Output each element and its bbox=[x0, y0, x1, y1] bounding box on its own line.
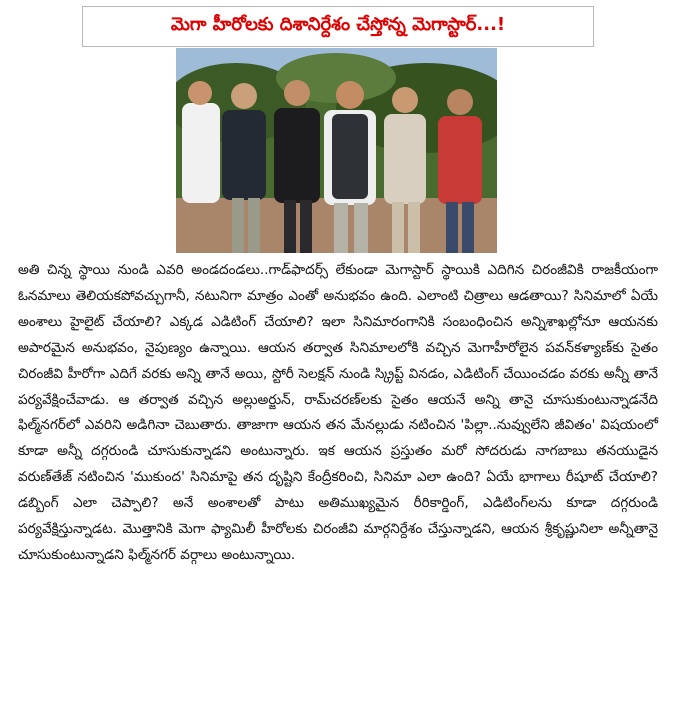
headline: మెగా హీరోలకు దిశానిర్దేశం చేస్తోన్న మెగాస్టార్...! bbox=[170, 14, 506, 35]
article-body: అతి చిన్న స్థాయి నుండి ఎవరి అండదండలు..గాడ్‌ఫాదర్స్ లేకుండా మెగాస్టార్ స్థాయికి ఎదిగిన చిరంజీవికి రాజకీయంగా ఓనమాలు తెలియకపోవచ్చుగానీ, నటునిగా మాత్రం ఎంతో అనుభవం ఉంది. ఎలాంటి చిత్రాలు ఆడతాయి? సినిమాలో ఏయే అంశాలు హైలైట్ చేయాలి? ఎక్కడ ఎడిటింగ్ చేయాలి? ఇలా సినిమారంగానికి సంబంధించిన అన్నిశాఖల్లోనూ ఆయనకు అపారమైన అనుభవం, నైపుణ్యం ఉన్నాయి. ఆయన తర్వాత సినిమాలలోకి వచ్చిన మెగాహీరోలైన పవన్‌కళ్యాణ్‌కు సైతం చిరంజీవి హీరోగా ఎదిగే వరకు అన్ని తానే అయి, స్టోరీ సెలక్షన్ నుండి స్క్రిప్ట్ వినడం, ఎడిటింగ్ చేయించడం వరకు అన్నీ తానే పర్యవేక్షించేవాడు. ఆ తర్వాత వచ్చిన అల్లుఅర్జున్, రామ్‌చరణ్‌లకు సైతం ఆయనే అన్ని తానై చూసుకుంటున్నాడనేది ఫిల్మ్‌నగర్‌లో ఎవరిని అడిగినా చెబుతారు. తాజాగా ఆయన తన మేనల్లుడు నటించిన 'పిల్లా..నువ్వులేని జీవితం' విషయంలో కూడా అన్నీ దగ్గరుండి చూసుకున్నాడని అంటున్నారు. ఇక ఆయన ప్రస్తుతం మరో సోదరుడు నాగబాబు తనయుడైన వరుణ్‌తేజ్ నటించిన 'ముకుంద' సినిమాపై తన దృష్టిని కేంద్రీకరించి, సినిమా ఎలా ఉంది? ఏయే భాగాలు రీషూట్ చేయాలి? డబ్బింగ్ ఎలా చెప్పాలి? అనే అంశాలతో పాటు అతిముఖ్యమైన రీరికార్డింగ్, ఎడిటింగ్‌లను కూడా దగ్గరుండి పర్యవేక్షిస్తున్నాడట. మొత్తానికి మెగా ఫ్యామిలీ హీరోలకు చిరంజీవి మార్గనిర్దేశం చేస్తున్నాడని, ఆయన శ్రీకృష్ణునిలా అన్నీతానై చూసుకుంటున్నాడని ఫిల్మ్‌నగర్ వర్గాలు అంటున్నాయి. bbox=[18, 262, 658, 563]
headline-box bbox=[82, 6, 594, 47]
article-photo bbox=[176, 48, 497, 253]
photo-group-of-men-outdoors bbox=[176, 48, 497, 253]
